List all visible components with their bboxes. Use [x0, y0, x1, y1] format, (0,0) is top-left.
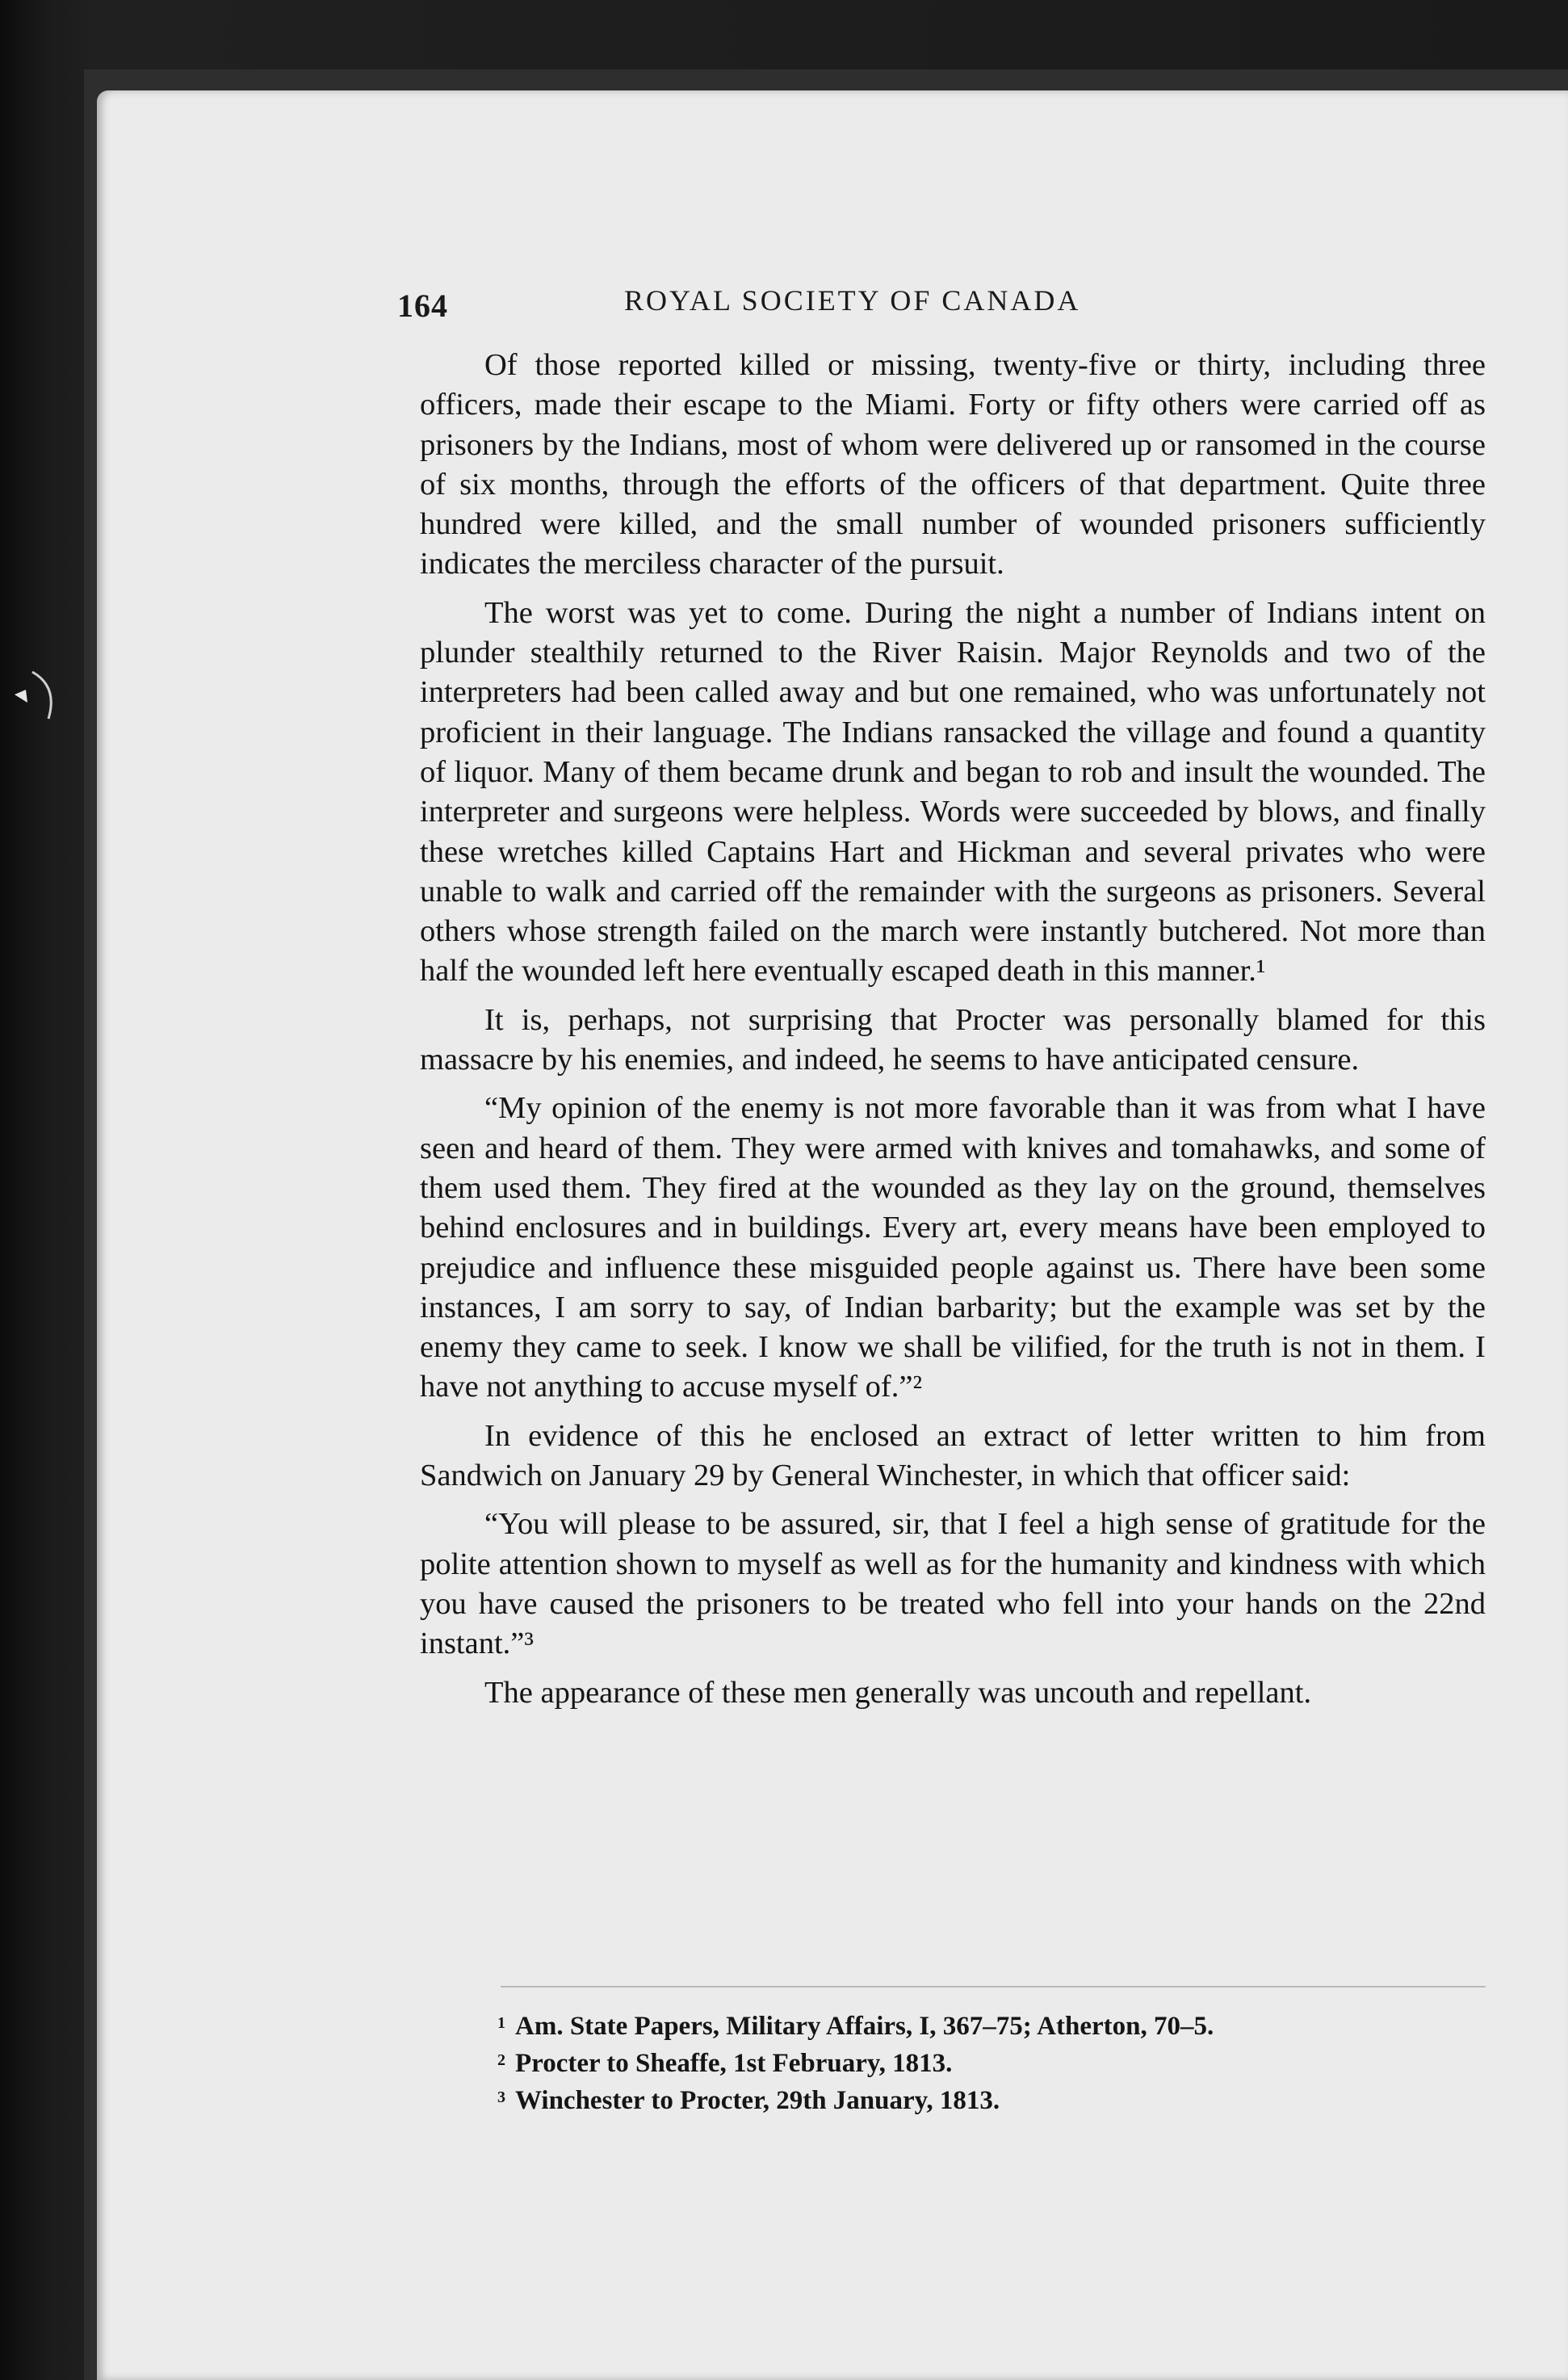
paragraph: Of those reported killed or missing, twenty-five or thirty, including three officers, made their escape to the Miami. Forty or fifty others were carried off as prisoners by the Indians, most of whom were delivered up or ransomed in the course of six months, through the efforts of the officers of that department. Quite three hundred were killed, and the small number of wounded prisoners sufficiently indicates the merciless character of the pursuit. — [420, 348, 1486, 581]
footnote-text: Winchester to Procter, 29th January, 1813. — [515, 2086, 1000, 2115]
footnote — [497, 2080, 1499, 2118]
footnote-text: Am. State Papers, Military Affairs, I, 367–75; Atherton, 70–5. — [515, 2012, 1214, 2041]
page-header — [315, 198, 1348, 324]
footnote-text: Procter to Sheaffe, 1st February, 1813. — [515, 2049, 953, 2078]
footnote-mark: 3 — [497, 2088, 505, 2106]
quote-paragraph: “You will please to be assured, sir, that I feel a high sense of gratitude for the polite attention shown to myself as well as for the humanity and kindness with which you have caused the prisoners to be treated who fell into your hands on the 22nd instant.”³ — [420, 1507, 1486, 1661]
footnote-mark: 1 — [497, 2014, 505, 2032]
paragraph: The worst was yet to come. During the night a number of Indians intent on plunder stealthily returned to the River Raisin. Major Reynolds and two of the interpreters had been called away and but one remained, who was unfortunately not proficient in their language. The Indians ransacked the village and found a quantity of liquor. Many of them became drunk and began to rob and insult the wounded. The interpreter and surgeons were helpless. Words were succeeded by blows, and finally these wretches killed Captains Hart and Hickman and several privates who were unable to walk and carried off the remainder with the surgeons as prisoners. Several others whose strength failed on the march were instantly butchered. Not more than half the wounded left here eventually escaped death in this manner.¹ — [420, 595, 1486, 989]
footnote — [497, 2043, 1499, 2080]
page-number: 164 — [397, 288, 448, 324]
binding-hole-mark-icon — [8, 662, 73, 735]
footnote-mark: 2 — [497, 2051, 505, 2069]
footnote — [497, 2006, 1499, 2043]
body-text — [420, 346, 1486, 1722]
footnote-divider — [501, 1986, 1486, 1988]
paragraph: The appearance of these men generally was uncouth and repellant. — [484, 1675, 1312, 1710]
paragraph: It is, perhaps, not surprising that Procter was personally blamed for this massacre by his enemies, and indeed, he seems to have anticipated censure. — [420, 1002, 1486, 1077]
footnotes — [497, 2006, 1499, 2118]
paragraph: In evidence of this he enclosed an extract of letter written to him from Sandwich on January 29 by General Winchester, in which that officer said: — [420, 1418, 1486, 1493]
quote-paragraph: “My opinion of the enemy is not more favorable than it was from what I have seen and heard of them. They were armed with knives and tomahawks, and some of them used them. They fired at the wounded as they lay on the ground, themselves behind enclosures and in buildings. Every art, every means have been employed to prejudice and influence these misguided people against us. There have been some instances, I am sorry to say, of Indian barbarity; but the example was set by the enemy they came to seek. I know we shall be vilified, for the truth is not in them. I have not anything to accuse myself of.”² — [420, 1091, 1486, 1404]
running-head: ROYAL SOCIETY OF CANADA — [624, 284, 1081, 317]
